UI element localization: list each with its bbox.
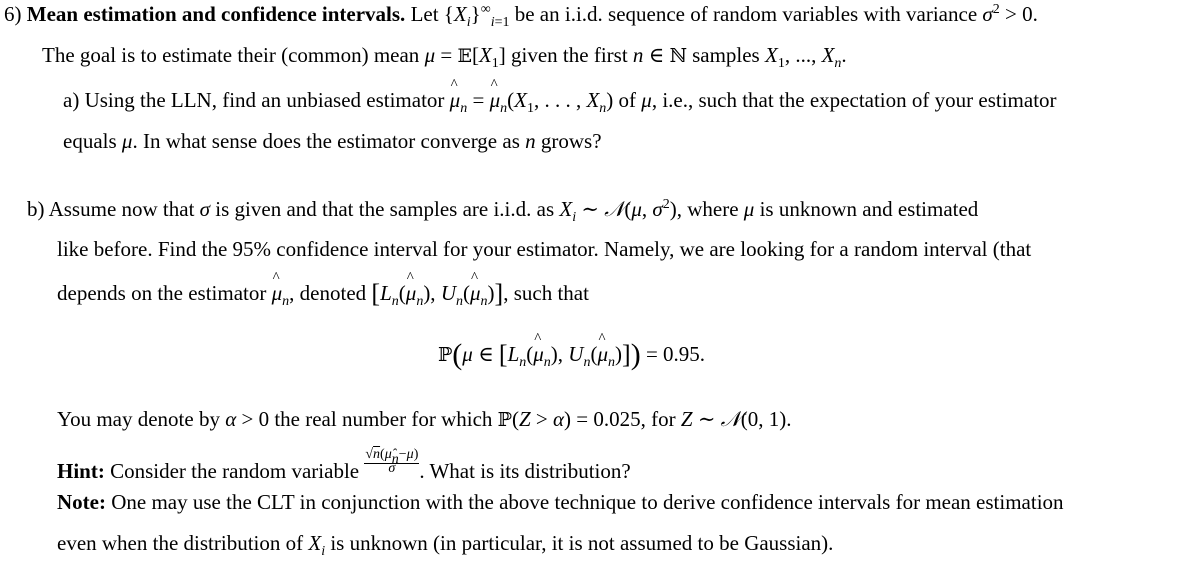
equation-value: = 0.95. bbox=[645, 342, 706, 366]
part-b-text: depends on the estimator bbox=[57, 281, 267, 305]
note-label: Note: bbox=[57, 490, 106, 514]
alpha-formula: α > 0 bbox=[225, 407, 270, 431]
part-b-text: , denoted bbox=[289, 281, 367, 305]
part-a-text: equals bbox=[63, 129, 117, 153]
problem-text: given the first bbox=[511, 43, 628, 67]
note-line-1 bbox=[57, 490, 1064, 515]
note-text: even when the distribution of bbox=[57, 531, 304, 555]
part-b-label: b) bbox=[27, 197, 45, 221]
interval-formula: [$L_n(\^{}$ $\mu_n$), $U_n(\^{}$ $\mu_n$)] bbox=[371, 281, 503, 305]
part-b-text: is unknown and estimated bbox=[759, 197, 979, 221]
hint-text: Consider the random variable bbox=[110, 459, 360, 483]
part-b-text: is given and that the samples are i.i.d. as bbox=[215, 197, 555, 221]
problem-header-line bbox=[4, 2, 1038, 30]
n-in-N-formula: n ∈ ℕ bbox=[632, 43, 687, 67]
part-b-line-3: depends on the estimator ^ $\mu_n$, denoted [$L_n(\^{}$ $\mu_n$), $U_n(\^{}$ $\mu_n$)], such that bbox=[57, 279, 589, 309]
part-a-label: a) bbox=[63, 88, 80, 112]
variance-formula: $\sigma^2 > 0$. bbox=[982, 2, 1038, 26]
part-a-text: of bbox=[618, 88, 637, 112]
part-a-text: , i.e., such that the expectation of your estimator bbox=[651, 88, 1057, 112]
hint-text: . What is its distribution? bbox=[419, 459, 631, 483]
part-a-line-2: equals μ. In what sense does the estimator converge as n grows? bbox=[63, 129, 602, 153]
note-text: One may use the CLT in conjunction with the above technique to derive confidence intervals for mean estimation bbox=[111, 490, 1064, 514]
part-b-text: = 0.025, for bbox=[576, 407, 676, 431]
problem-goal-line bbox=[42, 43, 847, 71]
part-b-text: , such that bbox=[503, 281, 589, 305]
part-a-line-1: a) Using the LLN, find an unbiased estimator ^ $\mu_n$ = ^ $\mu_n(X_1$, . . . , $X_n$) of μ, i.e., such that the expectation of your estimator bbox=[63, 88, 1057, 113]
mean-formula: $\mu = 𝔼[X_1]$ bbox=[424, 43, 506, 71]
standardized-variable-fraction: $\frac{√n(\mû_n-\mu)}{\sigma}$ bbox=[365, 447, 419, 476]
part-b-text: Assume now that bbox=[48, 197, 195, 221]
confidence-equation: ℙ(μ ∈ [$L_n(\^{}$ $\mu_n$), $U_n(\^{}$ $\mu_n)]) = 0.95$. bbox=[438, 338, 705, 372]
problem-text: Let bbox=[410, 2, 439, 26]
problem-number: 6) bbox=[4, 2, 22, 26]
problem-title: Mean estimation and confidence intervals. bbox=[26, 2, 406, 26]
part-b-text: , where bbox=[676, 197, 739, 221]
samples-formula: $X_1$, ..., $X_n$. bbox=[764, 43, 847, 71]
part-b-text: like before. Find the 95% confidence interval for your estimator. Namely, we are looking for a random interval (that bbox=[57, 237, 1032, 261]
hint-label: Hint: bbox=[57, 459, 105, 483]
alpha-definition-line bbox=[57, 407, 792, 432]
tail-probability-formula: ℙ(Z > α) bbox=[497, 407, 572, 431]
part-a-text: grows? bbox=[540, 129, 602, 153]
estimator-formula: ^ $\mu_n$ = ^ $\mu_n(X_1$, . . . , $X_n$) bbox=[450, 88, 614, 112]
problem-text: The goal is to estimate their (common) mean bbox=[42, 43, 420, 67]
part-b-line-1: b) Assume now that σ is given and that the samples are i.i.d. as $X_i$ ∼ 𝒩(μ, $\sigma^2$), where μ is unknown and estimated bbox=[27, 197, 979, 225]
hint-line bbox=[57, 448, 631, 484]
problem-text: samples bbox=[692, 43, 760, 67]
part-a-text: . In what sense does the estimator converge as bbox=[132, 129, 520, 153]
note-text: is unknown (in particular, it is not assumed to be Gaussian). bbox=[330, 531, 834, 555]
note-line-2: even when the distribution of $X_i$ is unknown (in particular, it is not assumed to be Gaussian). bbox=[57, 531, 834, 559]
part-b-text: the real number for which bbox=[274, 407, 493, 431]
problem-text: be an i.i.d. sequence of random variables with variance bbox=[514, 2, 978, 26]
normal-distribution-formula: $X_i$ ∼ 𝒩(μ, $\sigma^2$) bbox=[559, 197, 677, 225]
part-a-text: Using the LLN, find an unbiased estimator bbox=[84, 88, 445, 112]
sequence-formula: $\{X_i\}^\infty_{i=1}$ bbox=[443, 2, 510, 30]
part-b-text: You may denote by bbox=[57, 407, 220, 431]
standard-normal-formula: Z ∼ 𝒩(0, 1). bbox=[680, 407, 792, 431]
part-b-line-2 bbox=[57, 237, 1031, 262]
